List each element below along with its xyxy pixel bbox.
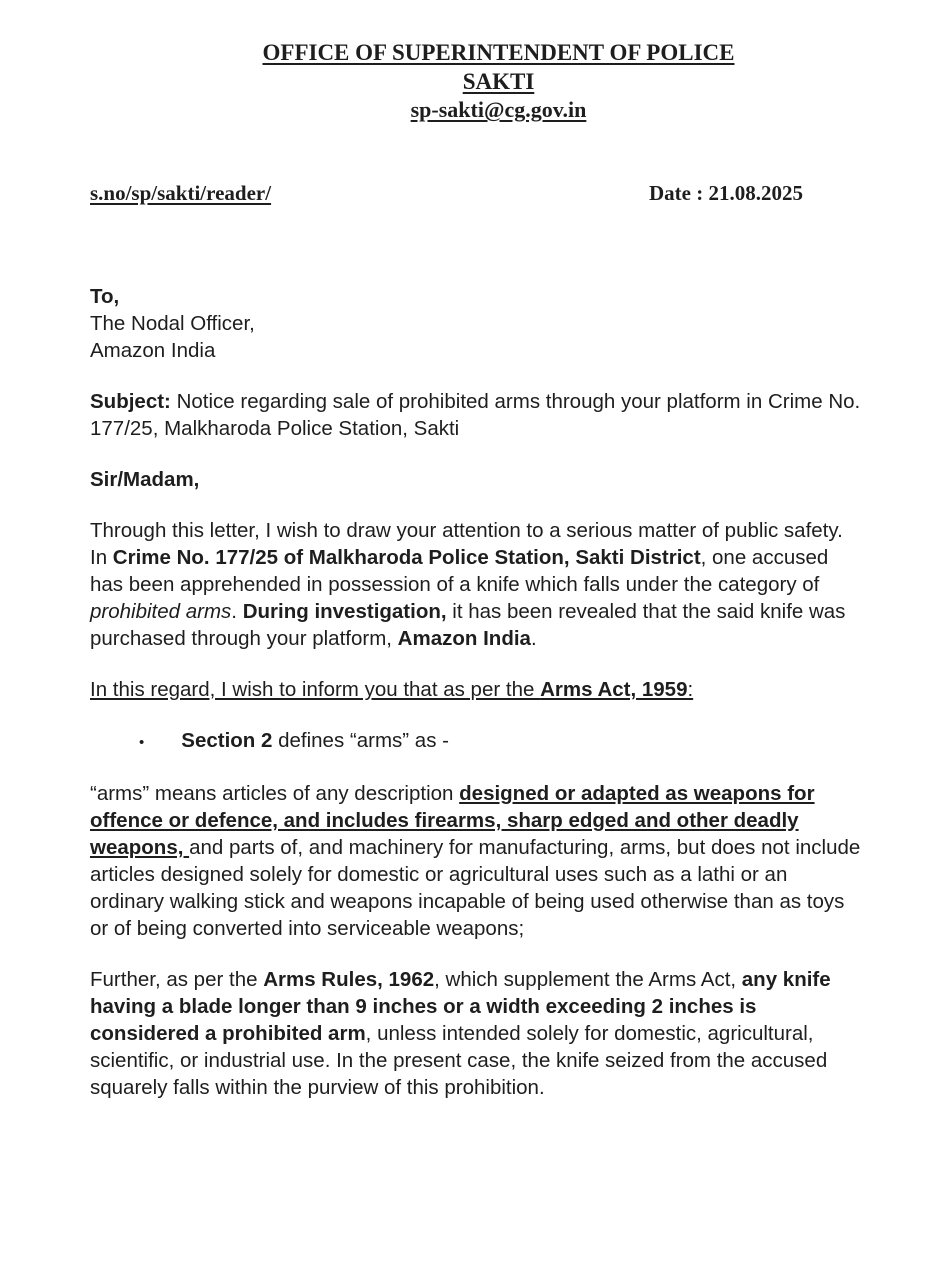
recipient-block <box>90 283 865 364</box>
bullet-item-section2 <box>90 727 865 756</box>
bullet-text: Section 2 defines “arms” as - <box>181 729 449 752</box>
paragraph-intro: Through this letter, I wish to draw your attention to a serious matter of public safety. In Crime No. 177/25 of Malkharoda Police Station, Sakti District, one accused has been apprehended in possession of a knife which falls under the category of prohibited arms. During investigation, it has been revealed that the said knife was purchased through your platform, Amazon India. <box>90 519 846 650</box>
bullet-icon: • <box>139 734 145 751</box>
salutation: Sir/Madam, <box>90 468 200 491</box>
recipient-organization: Amazon India <box>90 339 216 362</box>
reference-date-row <box>90 180 865 207</box>
letterhead <box>90 38 865 124</box>
letterhead-district: SAKTI <box>462 69 535 94</box>
paragraph-regard: In this regard, I wish to inform you that as per the Arms Act, 1959: <box>90 678 694 701</box>
recipient-to-label: To, <box>90 285 120 308</box>
paragraph-arms-definition: “arms” means articles of any description designed or adapted as weapons for offence or defence, and includes firearms, sharp edged and other deadly weapons, and parts of, and machinery for manufacturing, arms, but does not include articles designed solely for domestic or agricultural uses such as a lathi or an ordinary walking stick and weapons incapable of being used otherwise than as toys or of being converted into serviceable weapons; <box>90 782 861 940</box>
reference-number: s.no/sp/sakti/reader/ <box>90 181 272 205</box>
recipient-name: The Nodal Officer, <box>90 312 255 335</box>
letter-date: Date : 21.08.2025 <box>649 181 803 205</box>
letterhead-office-title: OFFICE OF SUPERINTENDENT OF POLICE <box>262 40 735 65</box>
subject-line: Subject: Notice regarding sale of prohibited arms through your platform in Crime No. 177/25, Malkharoda Police Station, Sakti <box>90 390 861 440</box>
letterhead-email: sp-sakti@cg.gov.in <box>410 97 587 122</box>
paragraph-arms-rules: Further, as per the Arms Rules, 1962, which supplement the Arms Act, any knife having a blade longer than 9 inches or a width exceeding 2 inches is considered a prohibited arm, unless intended solely for domestic, agricultural, scientific, or industrial use. In the present case, the knife seized from the accused squarely falls within the purview of this prohibition. <box>90 968 831 1099</box>
